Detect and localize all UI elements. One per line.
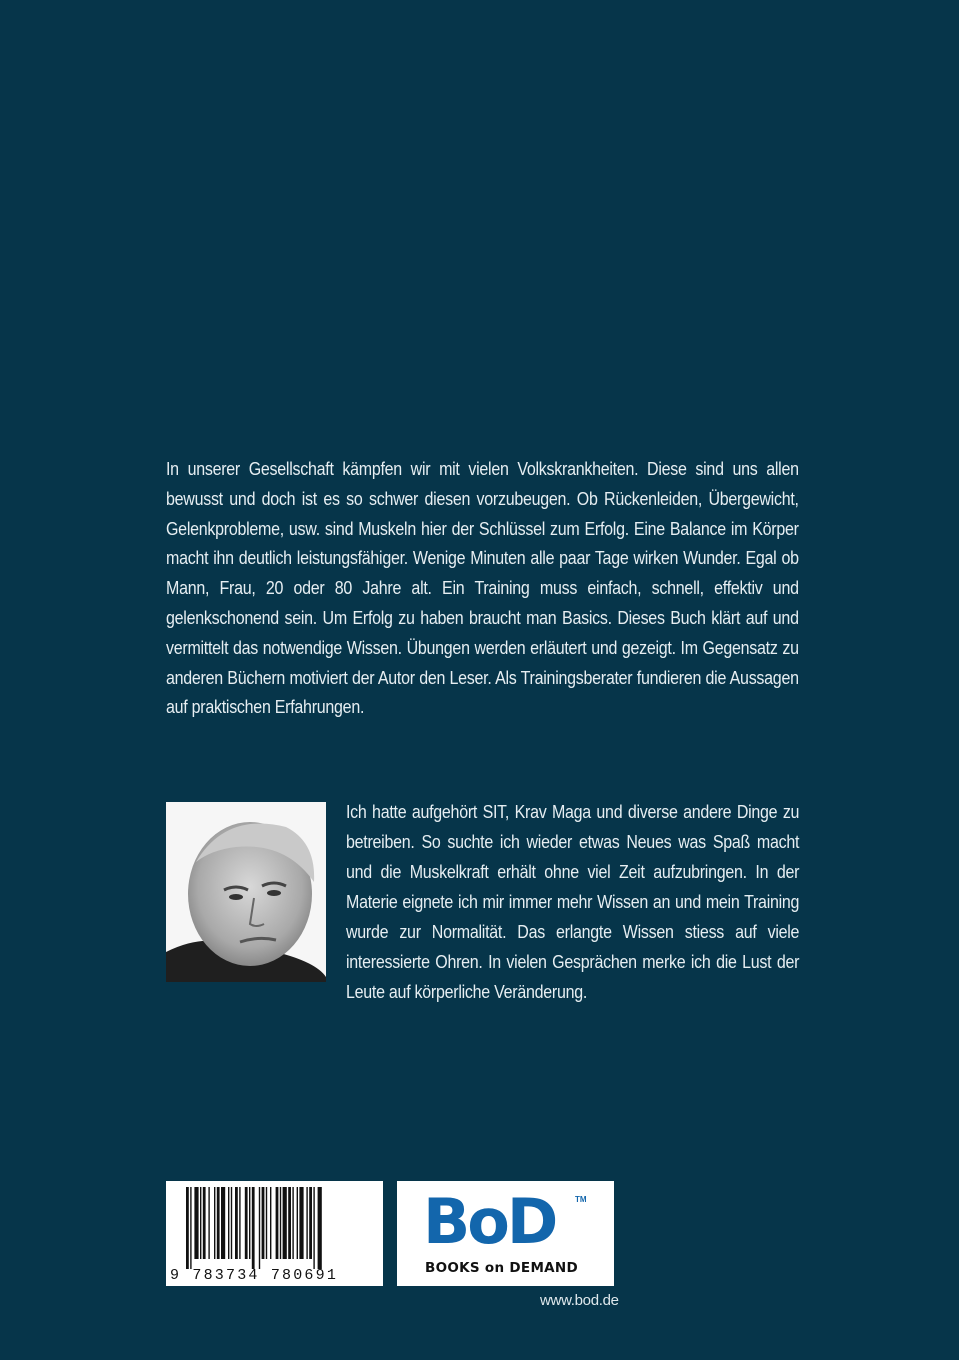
- barcode-bar: [245, 1187, 248, 1259]
- barcode-bar: [239, 1187, 240, 1259]
- barcode-bar: [200, 1187, 201, 1259]
- barcode-bar: [306, 1187, 307, 1259]
- trademark-mark: TM: [575, 1195, 587, 1204]
- author-photo: [166, 802, 326, 982]
- barcode-bars: [166, 1181, 383, 1269]
- barcode-bar: [288, 1187, 291, 1259]
- barcode-bar: [249, 1187, 250, 1259]
- barcode-bar: [318, 1187, 322, 1269]
- back-cover-blurb: In unserer Gesellschaft kämpfen wir mit vielen Volkskrankheiten. Diese sind uns allen bewusst und doch ist es so schwer diesen vorzubeugen. Ob Rückenleiden, Übergewicht, Gelenkprobleme, usw. sind Muskeln hier der Schlüssel zum Erfolg. Eine Balance im Körper macht ihn deutlich leistungsfähiger. Wenige Minuten alle paar Tage wirken Wunder. Egal ob Mann, Frau, 20 oder 80 Jahre alt. Ein Training muss einfach, schnell, effektiv und gelenkschonend sein. Um Erfolg zu haben braucht man Basics. Dieses Buch klärt auf und vermittelt das notwendige Wissen. Übungen werden erläutert und gezeigt. Im Gegensatz zu anderen Büchern motiviert der Autor den Leser. Als Trainingsberater fundieren die Aussagen auf praktischen Erfahrungen.: [166, 459, 799, 718]
- publisher-subtitle: BOOKS on DEMAND: [425, 1260, 579, 1276]
- barcode-bar: [270, 1187, 271, 1259]
- barcode-bar: [214, 1187, 215, 1259]
- barcode-bar: [259, 1187, 260, 1269]
- barcode-bar: [194, 1187, 198, 1259]
- barcode-bar: [299, 1187, 303, 1259]
- barcode-bar: [313, 1187, 314, 1269]
- barcode-bar: [221, 1187, 225, 1259]
- barcode-bar: [217, 1187, 220, 1259]
- author-portrait-image: [166, 802, 326, 982]
- barcode-bar: [309, 1187, 312, 1259]
- barcode-bar: [292, 1187, 293, 1259]
- isbn-barcode: [166, 1181, 383, 1286]
- barcode-bar: [235, 1187, 238, 1259]
- publisher-logo-box: [397, 1181, 614, 1286]
- barcode-bar: [280, 1187, 281, 1259]
- barcode-bar: [297, 1187, 298, 1259]
- author-bio: Ich hatte aufgehört SIT, Krav Maga und diverse andere Dinge zu betreiben. So suchte ich wieder etwas Neues was Spaß macht und die Muskelkraft erhält ohne viel Zeit aufzubringen. In der Materie eignete ich mir immer mehr Wissen an und mein Training wurde zur Normalität. Das erlangte Wissen stiess auf viele interessierte Ohren. In vielen Gesprächen merke ich die Lust der Leute auf körperliche Veränderung.: [346, 802, 800, 1002]
- barcode-bar: [276, 1187, 279, 1259]
- barcode-bar: [266, 1187, 267, 1259]
- barcode-bar: [190, 1187, 191, 1269]
- barcode-bar: [252, 1187, 255, 1269]
- barcode-bar: [262, 1187, 265, 1259]
- barcode-bar: [203, 1187, 206, 1259]
- publisher-website: www.bod.de: [540, 1292, 619, 1309]
- barcode-bar: [228, 1187, 229, 1259]
- barcode-bar: [208, 1187, 209, 1259]
- barcode-bar: [186, 1187, 189, 1269]
- bod-logo: BoD: [423, 1185, 556, 1258]
- isbn-number: 9 783734 780691: [170, 1267, 339, 1284]
- barcode-bar: [283, 1187, 287, 1259]
- barcode-bar: [231, 1187, 232, 1259]
